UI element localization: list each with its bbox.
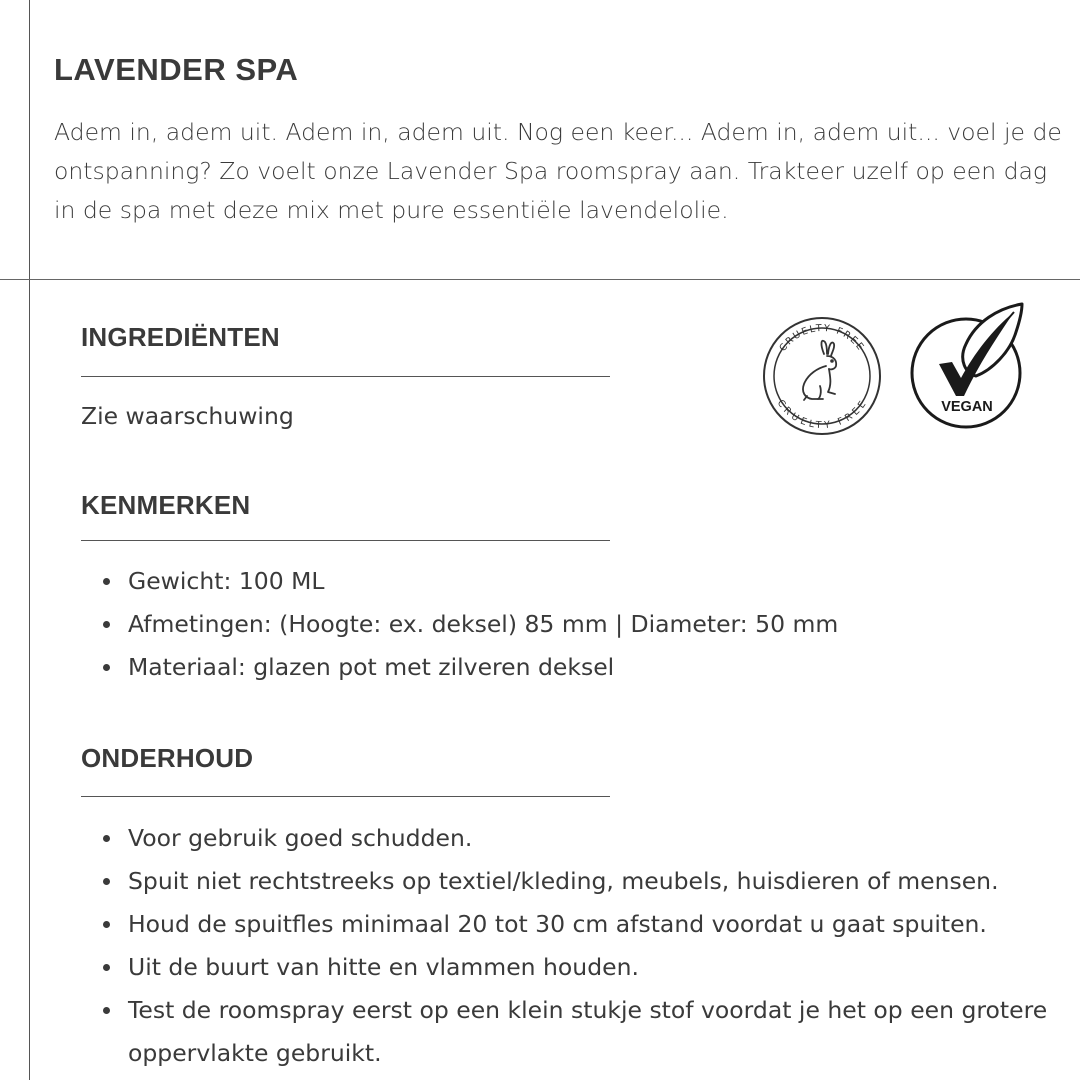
list-item: Houd de spuitfles minimaal 20 tot 30 cm afstand voordat u gaat spuiten. [81, 903, 1066, 946]
cruelty-free-badge [760, 314, 884, 438]
leaf-checkmark-icon [939, 304, 1022, 396]
features-rule [81, 540, 610, 541]
vegan-label: VEGAN [941, 399, 993, 415]
product-description: Adem in, adem uit. Adem in, adem uit. Nog een keer... Adem in, adem uit... voel je de ontspanning? Zo voelt onze Lavender Spa roomspray aan. Trakteer uzelf op een dag in de spa met deze mix met pure essentiële lavendelolie. [54, 118, 1062, 224]
vegan-badge [906, 300, 1030, 434]
list-item: Afmetingen: (Hoogte: ex. deksel) 85 mm | Diameter: 50 mm [81, 603, 838, 646]
left-border-line [29, 0, 30, 1080]
cruelty-free-text-bottom: CRUELTY FREE [774, 397, 870, 432]
list-item: Test de roomspray eerst op een klein stukje stof voordat je het op een grotere oppervlakte gebruikt. [81, 989, 1066, 1075]
list-item: Uit de buurt van hitte en vlammen houden. [81, 946, 1066, 989]
care-heading: ONDERHOUD [81, 743, 254, 773]
care-list [81, 817, 1066, 1075]
ingredients-rule [81, 376, 610, 377]
product-title: LAVENDER SPA [54, 52, 299, 87]
list-item: Spuit niet rechtstreeks op textiel/kleding, meubels, huisdieren of mensen. [81, 860, 1066, 903]
ingredients-heading: INGREDIËNTEN [81, 322, 280, 352]
rabbit-icon [803, 341, 836, 400]
features-list [81, 560, 838, 689]
features-heading: KENMERKEN [81, 490, 251, 520]
care-rule [81, 796, 610, 797]
list-item: Materiaal: glazen pot met zilveren deksel [81, 646, 838, 689]
ingredients-text: Zie waarschuwing [81, 402, 294, 430]
section-divider [0, 279, 1080, 280]
cruelty-free-text-top: CRUELTY FREE [777, 322, 867, 354]
list-item: Voor gebruik goed schudden. [81, 817, 1066, 860]
list-item: Gewicht: 100 ML [81, 560, 838, 603]
